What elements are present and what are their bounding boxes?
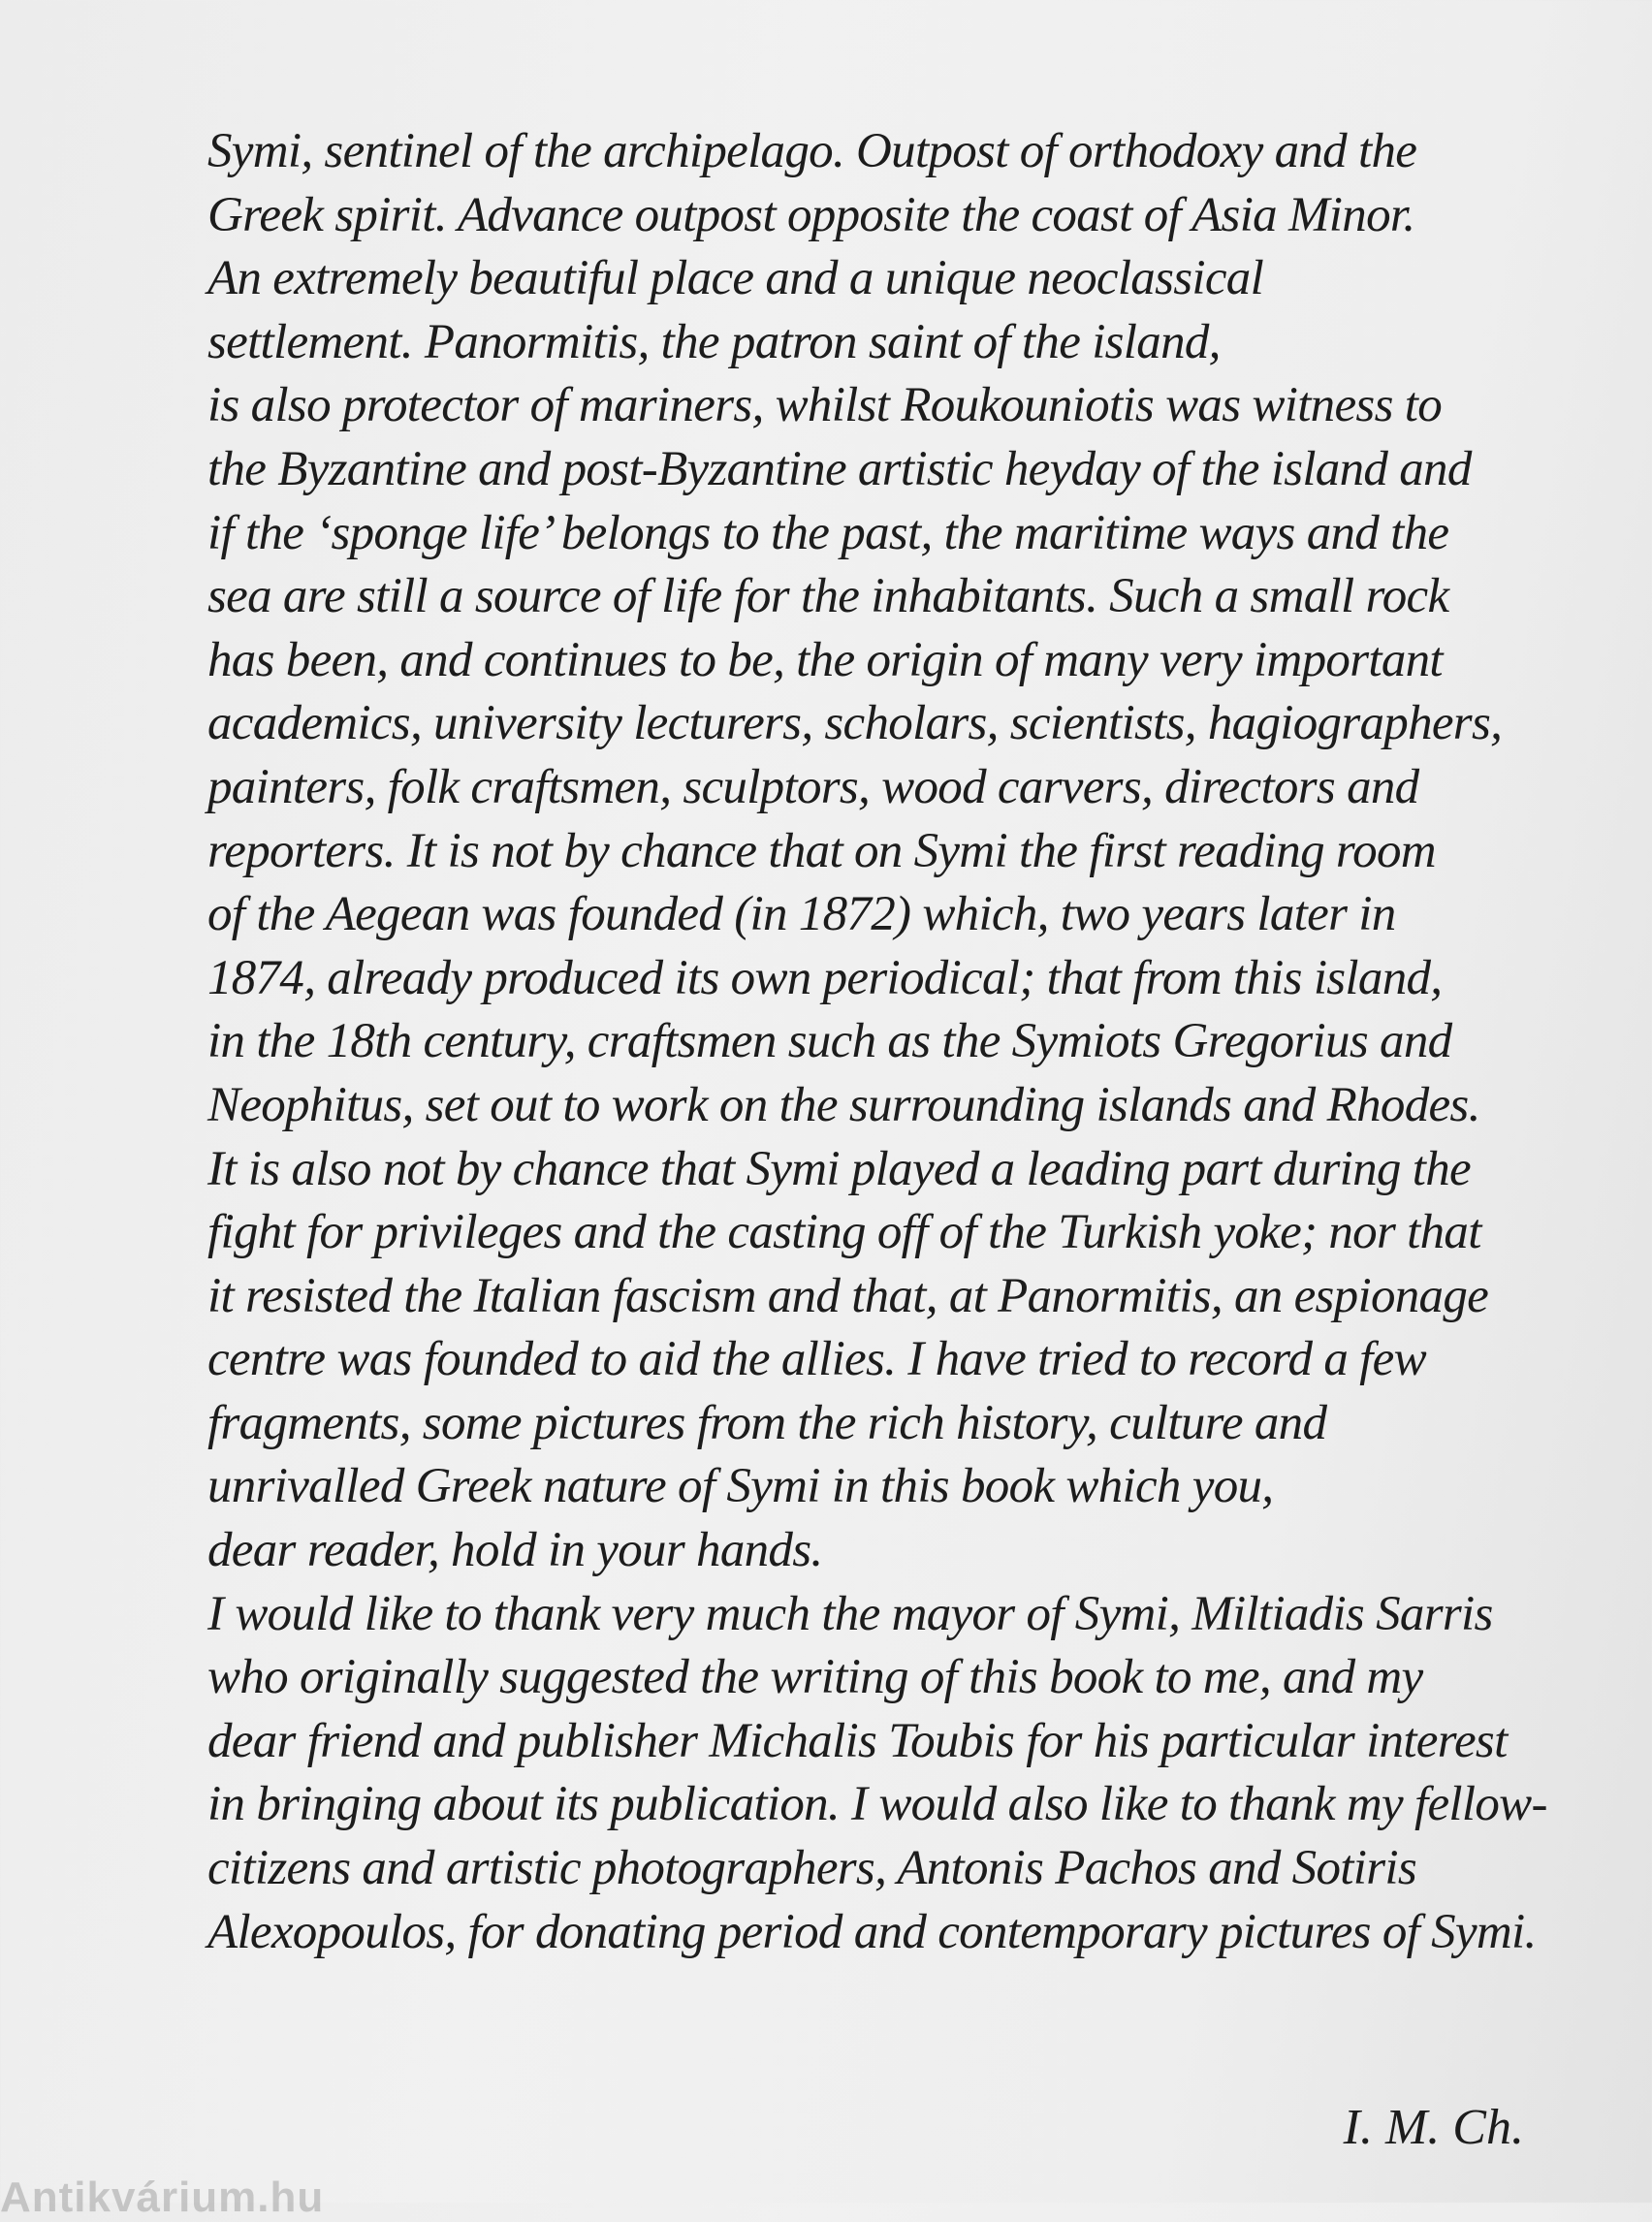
text-line: sea are still a source of life for the inhabitants. Such a small rock	[207, 569, 1449, 624]
text-line: of the Aegean was founded (in 1872) which, two years later in	[207, 887, 1396, 942]
text-line: 1874, already produced its own periodical; that from this island,	[207, 950, 1443, 1005]
text-line: Greek spirit. Advance outpost opposite the coast of Asia Minor.	[207, 187, 1415, 242]
text-line: reporters. It is not by chance that on Symi the first reading room	[207, 823, 1436, 878]
text-line: fragments, some pictures from the rich history, culture and	[207, 1395, 1327, 1450]
text-line: who originally suggested the writing of this book to me, and my	[207, 1650, 1423, 1705]
text-line: I would like to thank very much the mayor of Symi, Miltiadis Sarris	[207, 1586, 1493, 1641]
text-line: citizens and artistic photographers, Antonis Pachos and Sotiris	[207, 1841, 1416, 1896]
text-line: settlement. Panormitis, the patron saint of the island,	[207, 314, 1221, 369]
text-line: dear friend and publisher Michalis Toubis for his particular interest	[207, 1713, 1508, 1768]
text-line: it resisted the Italian fascism and that, at Panormitis, an espionage	[207, 1268, 1489, 1323]
text-line: dear reader, hold in your hands.	[207, 1523, 823, 1578]
text-line: Symi, sentinel of the archipelago. Outpost of orthodoxy and the	[207, 124, 1417, 178]
text-line: fight for privileges and the casting off of the Turkish yoke; nor that	[207, 1205, 1481, 1260]
text-line: It is also not by chance that Symi played a leading part during the	[207, 1141, 1471, 1196]
text-line: unrivalled Greek nature of Symi in this book which you,	[207, 1459, 1274, 1514]
text-line: in the 18th century, craftsmen such as the Symiots Gregorius and	[207, 1014, 1452, 1069]
body-text	[207, 120, 1565, 1964]
text-line: in bringing about its publication. I would also like to thank my fellow-	[207, 1777, 1547, 1832]
text-line: An extremely beautiful place and a unique neoclassical	[207, 251, 1264, 306]
text-line: has been, and continues to be, the origin of many very important	[207, 632, 1443, 687]
text-line: Alexopoulos, for donating period and contemporary pictures of Symi.	[207, 1904, 1537, 1959]
text-line: Neophitus, set out to work on the surrounding islands and Rhodes.	[207, 1077, 1480, 1132]
text-line: painters, folk craftsmen, sculptors, wood carvers, directors and	[207, 759, 1419, 814]
text-line: academics, university lecturers, scholars, scientists, hagiographers,	[207, 696, 1503, 751]
text-line: the Byzantine and post-Byzantine artistic heyday of the island and	[207, 441, 1472, 496]
text-line: if the ‘sponge life’ belongs to the past, the maritime ways and the	[207, 505, 1449, 560]
text-line: is also protector of mariners, whilst Roukouniotis was witness to	[207, 378, 1443, 433]
text-line: centre was founded to aid the allies. I have tried to record a few	[207, 1332, 1426, 1387]
author-initials: I. M. Ch.	[1343, 2100, 1524, 2155]
watermark: Antikvárium.hu	[0, 2174, 325, 2221]
